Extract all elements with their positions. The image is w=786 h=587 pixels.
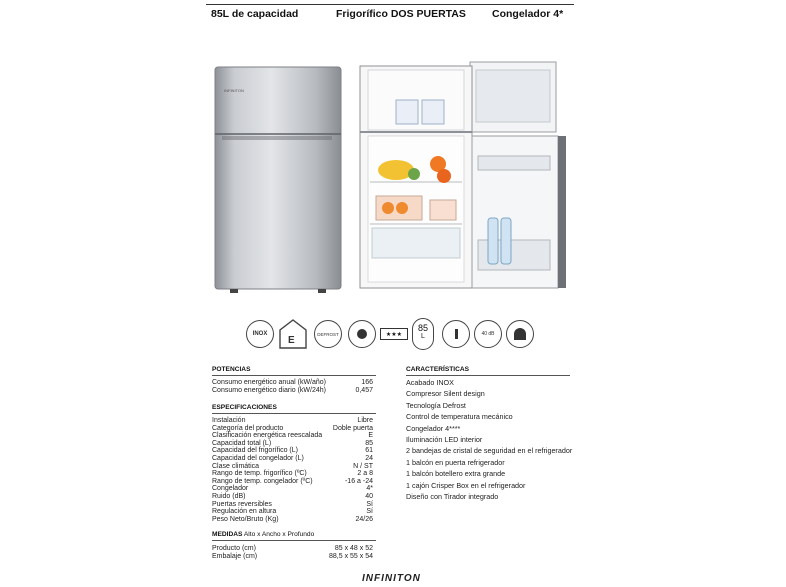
feature-list-item: 1 balcón botellero extra grande <box>406 469 506 479</box>
fridge-open-image <box>358 60 568 292</box>
noise-icon: 40 dB <box>474 320 502 348</box>
energy-class-icon <box>278 318 308 350</box>
spec-row-label: Capacidad del congelador (L) <box>212 455 304 462</box>
spec-row-value: Libre <box>357 417 373 424</box>
feature-list-item: Control de temperatura mecánico <box>406 412 513 422</box>
spec-row-label: Puertas reversibles <box>212 500 272 508</box>
medidas-rule <box>212 540 376 541</box>
potencias-row-label: Consumo energético diario (kW/24h) <box>212 387 326 394</box>
caracteristicas-title: CARACTERÍSTICAS <box>406 366 470 373</box>
type-heading: Frigorífico DOS PUERTAS <box>336 8 466 20</box>
spec-row-label: Regulación en altura <box>212 508 277 516</box>
svg-text:E: E <box>288 335 295 346</box>
spec-row-value: 61 <box>365 447 373 455</box>
spec-row-label: Clase climática <box>212 462 260 470</box>
defrost-icon: DEFROST <box>314 320 342 348</box>
spec-row-value: 2 a 8 <box>357 470 373 478</box>
spec-row-label: Rango de temp. congelador (ºC) <box>212 477 313 485</box>
medidas-title: MEDIDAS <box>212 531 243 538</box>
especificaciones-rule <box>212 413 376 414</box>
feature-list-item: Iluminación LED interior <box>406 435 483 444</box>
spec-row-label: Congelador <box>212 485 249 493</box>
feature-list-item: Congelador 4**** <box>406 423 461 433</box>
silent-icon <box>506 320 534 348</box>
spec-row-value: 85 <box>365 439 373 447</box>
spec-row-value: 40 <box>365 493 373 500</box>
fridge-closed-image <box>214 66 342 294</box>
spec-row-value: Sí <box>366 508 373 516</box>
spec-row-label: Rango de temp. frigorífico (ºC) <box>212 470 307 478</box>
spec-row-label: Capacidad total (L) <box>212 439 272 447</box>
potencias-rule <box>212 375 376 376</box>
especificaciones-title: ESPECIFICACIONES <box>212 404 277 411</box>
spec-row-value: E <box>368 432 373 440</box>
spec-row-value: -16 a -24 <box>344 477 373 485</box>
medidas-row-value: 88,5 x 55 x 54 <box>329 553 373 560</box>
feature-list-item: Acabado INOX <box>406 378 454 387</box>
header-rule <box>206 4 574 5</box>
spec-row-label: Instalación <box>212 417 246 424</box>
fridge-badge: INFINITON <box>224 88 244 93</box>
spec-row-value: 4* <box>366 485 373 493</box>
spec-row-label: Categoría del producto <box>212 424 284 432</box>
spec-row-value: 24 <box>365 455 373 462</box>
mechanical-control-icon <box>348 320 376 348</box>
spec-row-label: Capacidad del frigorífico (L) <box>212 447 298 455</box>
spec-row-value: Sí <box>366 500 373 508</box>
brand-logo-text: INFINITON <box>362 573 421 584</box>
spec-row-label: Ruido (dB) <box>212 493 246 500</box>
feature-list-item: 1 cajón Crisper Box en el refrigerador <box>406 480 526 490</box>
medidas-row-value: 85 x 48 x 52 <box>334 545 373 552</box>
medidas-heading <box>212 531 314 538</box>
spec-row-label: Clasificación energética reescalada <box>212 432 323 440</box>
medidas-subtitle: Alto x Ancho x Profundo <box>243 531 315 538</box>
feature-list-item: 2 bandejas de cristal de seguridad en el refrigerador <box>406 446 573 456</box>
light-icon <box>442 320 470 348</box>
medidas-row-label: Embalaje (cm) <box>212 553 258 560</box>
capacity-heading: 85L de capacidad <box>211 8 299 20</box>
spec-row-label: Peso Neto/Bruto (Kg) <box>212 515 279 523</box>
spec-row-value: 24/26 <box>355 515 373 523</box>
inox-icon: INOX <box>246 320 274 348</box>
spec-row-value: N / ST <box>353 462 373 470</box>
medidas-row-label: Producto (cm) <box>212 545 256 552</box>
capacity-icon: 85 L <box>412 318 434 350</box>
spec-row-value: Doble puerta <box>332 424 373 432</box>
caracteristicas-rule <box>406 375 570 376</box>
potencias-row-value: 0,457 <box>355 387 373 394</box>
feature-list-item: Diseño con Tirador integrado <box>406 492 499 501</box>
potencias-row-value: 166 <box>361 379 373 386</box>
feature-list-item: Compresor Silent design <box>406 389 485 399</box>
freezer-stars-icon: ★★★ <box>380 328 408 340</box>
potencias-title: POTENCIAS <box>212 366 251 373</box>
freezer-heading: Congelador 4* <box>492 8 564 20</box>
feature-list-item: Tecnología Defrost <box>406 400 466 410</box>
feature-icons-row <box>244 318 542 352</box>
potencias-row-label: Consumo energético anual (kW/año) <box>212 379 327 386</box>
feature-list-item: 1 balcón en puerta refrigerador <box>406 457 505 467</box>
